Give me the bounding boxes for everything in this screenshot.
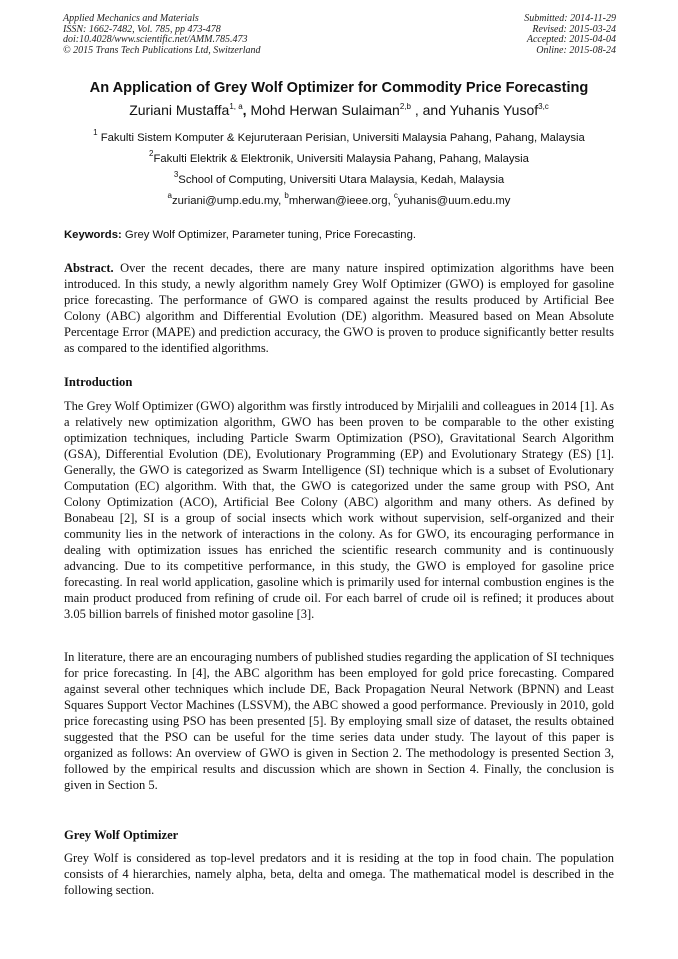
publication-dates	[524, 14, 616, 56]
abstract-label: Abstract.	[64, 261, 114, 275]
online-date: Online: 2015-08-24	[536, 44, 616, 56]
author-marker: 2,b	[399, 102, 411, 111]
author-name: Yuhanis Yusof	[449, 102, 539, 118]
keywords-text: Grey Wolf Optimizer, Parameter tuning, Price Forecasting.	[121, 229, 417, 241]
author-separator: , and	[410, 102, 450, 118]
affiliation-1	[0, 128, 678, 144]
abstract-paragraph	[64, 260, 614, 356]
author-marker: 3,c	[538, 102, 549, 111]
affiliation-text: School of Computing, Universiti Utara Malaysia, Kedah, Malaysia	[178, 174, 505, 186]
email-address[interactable]: mherwan@ieee.org,	[288, 195, 394, 207]
author-name: Zuriani Mustaffa	[129, 102, 230, 118]
paper-title: An Application of Grey Wolf Optimizer for Commodity Price Forecasting	[89, 80, 589, 96]
submitted-date: Submitted: 2014-11-29	[524, 13, 616, 24]
copyright: © 2015 Trans Tech Publications Ltd, Switzerland	[63, 44, 261, 56]
abstract-text: Over the recent decades, there are many nature inspired optimization algorithms have been introduced. In this study, a newly algorithm namely Grey Wolf Optimizer (GWO) is employed for gasoline price forecasting. The performance of GWO is compared against the results produced by Artificial Bee Colony (ABC) algorithm and Differential Evolution (DE) algorithm. Measured based on Mean Absolute Percentage Error (MAPE) and prediction accuracy, the GWO is proven to produce significantly better results as compared to the identified algorithms.	[64, 261, 614, 355]
keywords-line	[64, 229, 416, 241]
email-marker: c	[393, 191, 398, 200]
author-name: Mohd Herwan Sulaiman	[250, 102, 400, 118]
affiliation-text: Fakulti Elektrik & Elektronik, Universiti Malaysia Pahang, Pahang, Malaysia	[153, 153, 529, 165]
affiliation-3	[0, 170, 678, 186]
journal-info	[63, 14, 261, 56]
author-separator: ,	[242, 102, 251, 118]
introduction-heading: Introduction	[64, 375, 133, 389]
affiliation-marker: 3	[173, 170, 179, 179]
affiliation-text: Fakulti Sistem Komputer & Kejuruteraan Perisian, Universiti Malaysia Pahang, Pahang, Malaysia	[97, 132, 585, 144]
introduction-paragraph-1: The Grey Wolf Optimizer (GWO) algorithm was firstly introduced by Mirjalili and colleagues in 2014 [1]. As a relatively new optimization algorithm, GWO has been proven to be comparable to the other existing optimization techniques, including Particle Swarm Optimization (PSO), Gravitational Search Algorithm (GSA), Differential Evolution (DE), Evolutionary Programming (EP) and Evolutionary Strategy (ES) [1]. Generally, the GWO is categorized as Swarm Intelligence (SI) technique which is a subset of Evolutionary Computation (EC) algorithm. With that, the GWO is categorized under the same group with PSO, Ant Colony Optimization (ACO), Artificial Bee Colony (ABC) algorithm and many others. As defined by Bonabeau [2], SI is a group of social insects which work without supervision, self-organized and their community lies in the network of interactions in the colony. As for GWO, its encouraging performance in dealing with optimization issues has enriched the scientific research community and is continuously advancing. Due to its competitive performance, in this study, the GWO is employed for gasoline price forecasting. In real world application, gasoline which is primarily used for internal combustion engines is the main product produced from refining of crude oil. For each barrel of crude oil is refined; it produces about 3.05 billion barrels of finished motor gasoline [3].	[64, 399, 614, 621]
email-address[interactable]: zuriani@ump.edu.my,	[172, 195, 285, 207]
revised-date: Revised: 2015-03-24	[532, 23, 616, 35]
issn: ISSN: 1662-7482, Vol. 785, pp 473-478	[63, 23, 221, 35]
affiliation-marker: 1	[93, 128, 98, 137]
gwo-heading: Grey Wolf Optimizer	[64, 828, 179, 842]
keywords-label: Keywords:	[64, 229, 122, 241]
introduction-paragraph-2: In literature, there are an encouraging numbers of published studies regarding the application of SI techniques for price forecasting. In [4], the ABC algorithm has been employed for gold price forecasting. Compared against several other techniques which include DE, Back Propagation Neural Network (BPNN) and Least Squares Support Vector Machines (LSSVM), the ABC showed a good performance. Previously in 2010, gold price forecasting using PSO has been presented [5]. By employing small size of dataset, the results obtained suggested that the PSO can be useful for the time series data under study. The layout of this paper is organized as follows: An overview of GWO is given in Section 2. The methodology is presented Section 3, followed by the empirical results and discussion which are shown in Section 4. Finally, the conclusion is given in Section 5.	[64, 650, 614, 792]
email-list	[0, 191, 678, 207]
author-list	[0, 102, 678, 118]
affiliation-marker: 2	[149, 149, 154, 158]
doi: doi:10.4028/www.scientific.net/AMM.785.473	[63, 34, 248, 45]
email-marker: a	[167, 191, 172, 200]
journal-name: Applied Mechanics and Materials	[63, 13, 199, 24]
email-address[interactable]: yuhanis@uum.edu.my	[397, 195, 511, 207]
email-marker: b	[284, 191, 289, 200]
author-marker: 1, a	[229, 102, 243, 111]
gwo-paragraph-1: Grey Wolf is considered as top-level predators and it is residing at the top in food chain. The population consists of 4 hierarchies, namely alpha, beta, delta and omega. The mathematical model is described in the following section.	[64, 851, 614, 897]
affiliation-2	[0, 149, 678, 165]
accepted-date: Accepted: 2015-04-04	[526, 34, 616, 45]
